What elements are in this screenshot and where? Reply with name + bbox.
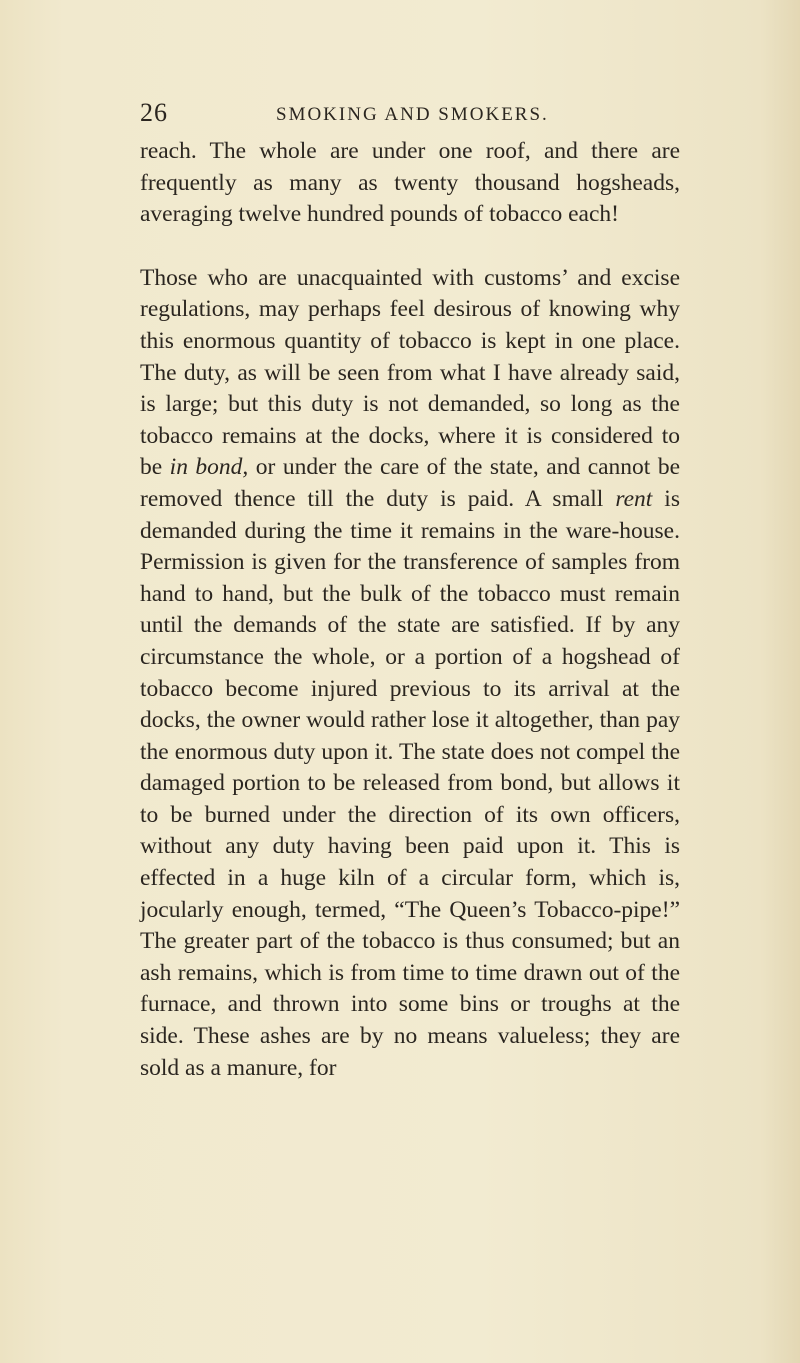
italic-phrase: rent bbox=[615, 485, 653, 512]
page-body bbox=[140, 136, 680, 1084]
running-title: SMOKING AND SMOKERS. bbox=[276, 104, 549, 125]
paragraph-text: reach. The whole are under one roof, and there are frequently as many as twenty thousand hogsheads, averaging twelve hundred pounds of tobacco each! bbox=[140, 138, 680, 228]
paragraph-text: Those who are unacquainted with customs’ and excise regulations, may perhaps feel desirous of knowing why this enormous quantity of tobacco is kept in one place. The duty, as will be seen from what I have already said, is large; but this duty is not demanded, so long as the tobacco remains at the docks, where it is considered to be bbox=[140, 264, 680, 481]
paragraph-2 bbox=[140, 263, 680, 1084]
paragraph-text: is demanded during the time it remains in the ware-house. Permission is given for the transference of samples from hand to hand, but the bulk of the tobacco must remain until the demands of the state are satisfied. If by any circumstance the whole, or a portion of a hogshead of tobacco become injured previous to its arrival at the docks, the owner would rather lose it altogether, than pay the enormous duty upon it. The state does not compel the damaged portion to be released from bond, but allows it to be burned under the direction of its own officers, without any duty having been paid upon it. This is effected in a huge kiln of a circular form, which is, jocularly enough, termed, “The Queen’s Tobacco-pipe!” The greater part of the tobacco is thus consumed; but an ash remains, which is from time to time drawn out of the furnace, and thrown into some bins or troughs at the side. These ashes are by no means valueless; they are sold as a manure, for bbox=[140, 485, 680, 1081]
paragraph-1 bbox=[140, 136, 680, 231]
paragraph-text: or under the care of the state, and cannot be removed thence till the duty is paid. A small bbox=[140, 454, 681, 512]
page-number: 26 bbox=[140, 98, 168, 127]
page-header bbox=[0, 98, 800, 138]
italic-phrase: in bond, bbox=[169, 454, 249, 481]
